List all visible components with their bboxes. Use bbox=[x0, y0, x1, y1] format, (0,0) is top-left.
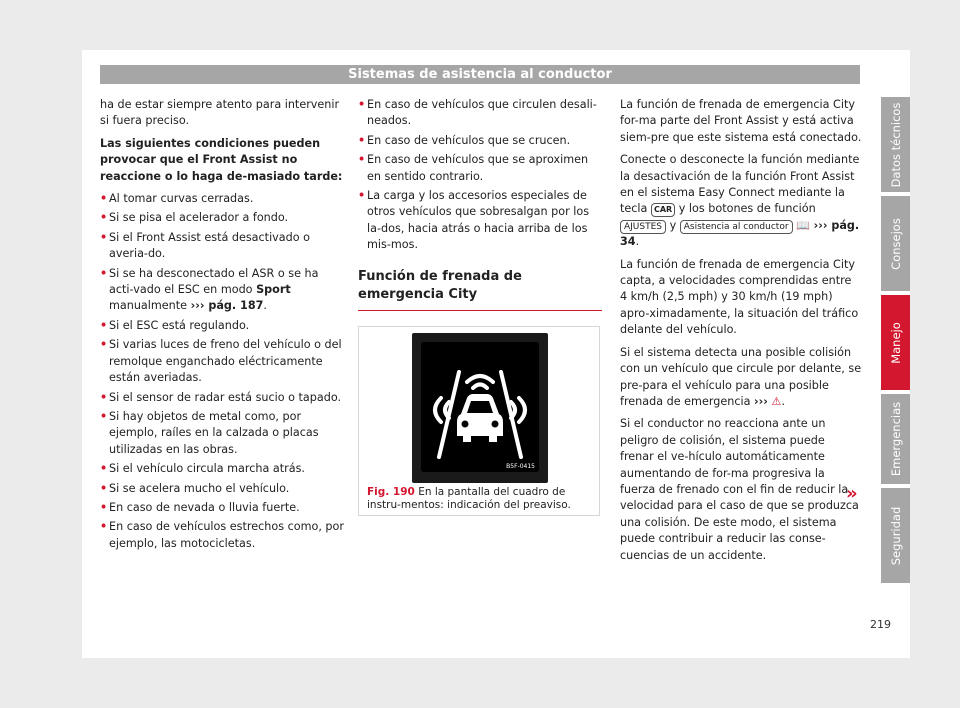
page-reference-link[interactable]: ››› pág. 34 bbox=[620, 218, 860, 249]
paragraph: Si el conductor no reacciona ante un peligro de colisión, el sistema puede frenar el ve-hículo automáticamente aumentando de for-ma progresiva la fuerza de frenado con el fin de reducir la velocidad para el caso de que se produzca una colisión. De este modo, el sistema puede contribuir a reducir las conse-cuencias de un accidente. bbox=[620, 417, 859, 562]
tab-emergencias[interactable]: Emergencias bbox=[881, 394, 910, 484]
list-item: • Si hay objetos de metal como, por ejemplo, raíles en la calzada o placas utilizadas en las obras. bbox=[100, 409, 344, 458]
warning-triangle-icon: ⚠ bbox=[771, 394, 782, 408]
page-number: 219 bbox=[870, 618, 891, 631]
front-assist-warning-icon bbox=[421, 342, 539, 472]
list-item: • Si el ESC está regulando. bbox=[100, 318, 344, 334]
list-item: • En caso de vehículos que se aproximen en sentido contrario. bbox=[358, 152, 602, 185]
tab-manejo[interactable]: Manejo bbox=[881, 295, 910, 390]
figure-label: Fig. 190 bbox=[367, 486, 415, 498]
list-item: • Si se ha desconectado el ASR o se ha acti-vado el ESC en modo Sport manualmente ››› pág. 187. bbox=[100, 266, 344, 315]
list-item: • Si el sensor de radar está sucio o tapado. bbox=[100, 390, 344, 406]
list-item: • Si varias luces de freno del vehículo o del remolque enganchado eléctricamente están averiadas. bbox=[100, 337, 344, 386]
book-icon: 📖 bbox=[796, 218, 811, 232]
ajustes-key[interactable]: AJUSTES bbox=[620, 220, 666, 234]
list-item: • Si el Front Assist está desactivado o averia-do. bbox=[100, 230, 344, 263]
figure-caption: Fig. 190 En la pantalla del cuadro de instru-mentos: indicación del preaviso. bbox=[367, 486, 571, 511]
column-3 bbox=[620, 97, 862, 570]
list-item: • En caso de vehículos estrechos como, por ejemplo, las motocicletas. bbox=[100, 519, 344, 552]
page-header: Sistemas de asistencia al conductor bbox=[100, 65, 860, 84]
conditions-list bbox=[100, 191, 344, 552]
list-item: • Si se pisa el acelerador a fondo. bbox=[100, 210, 344, 226]
list-item: • En caso de vehículos que se crucen. bbox=[358, 133, 602, 149]
car-key-button[interactable]: CAR bbox=[651, 203, 675, 217]
asistencia-key[interactable]: Asistencia al conductor bbox=[680, 220, 793, 234]
warning-reference-link[interactable]: ››› bbox=[754, 394, 768, 408]
page-reference-link[interactable]: ››› pág. 187 bbox=[190, 299, 264, 313]
tab-seguridad[interactable]: Seguridad bbox=[881, 488, 910, 583]
column-1 bbox=[100, 97, 344, 555]
section-title: Función de frenada de emergencia City bbox=[358, 268, 602, 311]
instrument-display bbox=[412, 333, 548, 483]
list-item: • En caso de vehículos que circulen desali-neados. bbox=[358, 97, 602, 130]
figure-code: B5F-0415 bbox=[506, 463, 535, 470]
paragraph: Conecte o desconecte la función mediante la desactivación de la función Front Assist en el sistema Easy Connect mediante la tecla CAR y los botones de función AJUSTES y Asistencia al conductor 📖 ››› pág. 34. bbox=[620, 153, 860, 249]
list-item: • Si el vehículo circula marcha atrás. bbox=[100, 461, 344, 477]
tab-consejos[interactable]: Consejos bbox=[881, 196, 910, 291]
continue-icon: » bbox=[846, 483, 858, 504]
paragraph: Si el sistema detecta una posible colisión con un vehículo que circule por delante, se pre-para el vehículo para una posible frenada de emergencia ››› ⚠. bbox=[620, 345, 862, 408]
paragraph: La función de frenada de emergencia City capta, a velocidades comprendidas entre 4 km/h (2,5 mph) y 30 km/h (19 mph) apro-ximadamente, la situación del tráfico delante del vehículo. bbox=[620, 257, 859, 337]
sport-mode: Sport bbox=[256, 283, 291, 297]
list-item: • Al tomar curvas cerradas. bbox=[100, 191, 344, 207]
conditions-heading: Las siguientes condiciones pueden provocar que el Front Assist no reaccione o lo haga de-masiado tarde: bbox=[100, 136, 343, 183]
list-item: • En caso de nevada o lluvia fuerte. bbox=[100, 500, 344, 516]
tab-datos-tecnicos[interactable]: Datos técnicos bbox=[881, 97, 910, 192]
column-2 bbox=[358, 97, 602, 311]
figure bbox=[358, 326, 600, 516]
conditions-list-continued bbox=[358, 97, 602, 254]
intro-text: ha de estar siempre atento para intervenir si fuera preciso. bbox=[100, 98, 340, 128]
paragraph: La función de frenada de emergencia City for-ma parte del Front Assist y está activa siem-pre que este sistema está conectado. bbox=[620, 98, 862, 144]
list-item: • Si se acelera mucho el vehículo. bbox=[100, 481, 344, 497]
list-item: • La carga y los accesorios especiales de otros vehículos que sobresalgan por los la-dos, hacia atrás o hacia arriba de los mis-mos. bbox=[358, 188, 602, 254]
